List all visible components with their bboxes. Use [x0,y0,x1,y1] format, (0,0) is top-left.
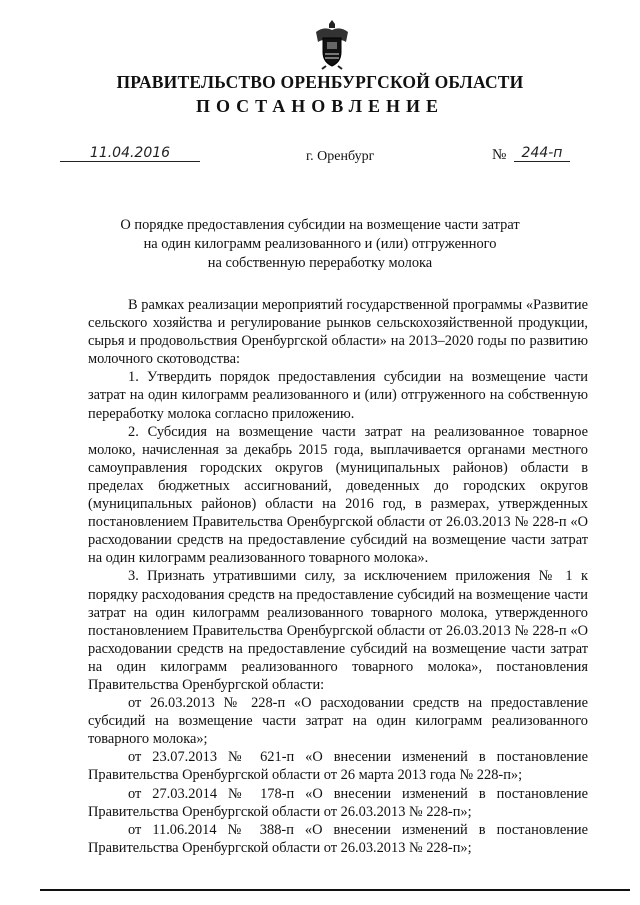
coat-of-arms-emblem [312,18,352,70]
document-number: 244-п [514,145,570,162]
body-paragraph: от 27.03.2014 № 178-п «О внесении изменений в постановление Правительства Оренбургской области от 26.03.2013 № 228-п»; [88,785,588,820]
body-paragraph: 1. Утвердить порядок предоставления субсидии на возмещение части затрат на один килограмм реализованного и (или) отгруженного на собственную переработку молока согласно приложению. [88,369,588,422]
title-line: О порядке предоставления субсидии на возмещение части затрат [120,217,520,233]
body-paragraph: В рамках реализации мероприятий государственной программы «Развитие сельского хозяйства и регулирование рынков сельскохозяйственной продукции, сырья и продовольствия Оренбургской области» на 2013–2020 годы по развитию молочного скотоводства: [88,297,588,368]
body-paragraph: 2. Субсидия на возмещение части затрат на реализованное товарное молоко, начисленная за декабрь 2015 года, выплачивается органами местного самоуправления городских округов (муниципальных районов) области в пределах бюджетных ассигнований, доведенных до городских округов (муниципальных районов) области на 2016 год, в размерах, утвержденных постановлением Правительства Оренбургской области от 26.03.2013 № 228-п «О расходовании средств на предоставление субсидий на возмещение части затрат на один килограмм реализованного товарного молока». [88,423,588,567]
document-title [0,216,640,273]
organization-name: ПРАВИТЕЛЬСТВО ОРЕНБУРГСКОЙ ОБЛАСТИ [116,72,524,92]
document-body [88,296,588,857]
document-type: ПОСТАНОВЛЕНИЕ [195,96,445,116]
body-paragraph: от 23.07.2013 № 621-п «О внесении изменений в постановление Правительства Оренбургской области от 26 марта 2013 года № 228-п»; [88,749,588,784]
document-number-label: № [492,147,507,163]
page-bottom-rule [40,889,630,891]
document-city: г. Оренбург [306,149,375,164]
title-line: на один килограмм реализованного и (или) отгруженного [143,236,497,252]
document-date: 11.04.2016 [60,145,200,162]
body-paragraph: 3. Признать утратившими силу, за исключением приложения № 1 к порядку расходования средств на предоставление субсидий на возмещение части затрат на один килограмм реализованного товарного молока, утвержденного постановлением Правительства Оренбургской области от 26.03.2013 № 228-п «О расходовании средств на предоставление субсидий на возмещение части затрат на один килограмм реализованного товарного молока», постановления Правительства Оренбургской области: [88,568,588,693]
body-paragraph: от 26.03.2013 № 228-п «О расходовании средств на предоставление субсидий на возмещение части затрат на один килограмм реализованного товарного молока»; [88,695,588,748]
body-paragraph: от 11.06.2014 № 388-п «О внесении изменений в постановление Правительства Оренбургской области от 26.03.2013 № 228-п»; [88,821,588,856]
title-line: на собственную переработку молока [207,255,433,271]
